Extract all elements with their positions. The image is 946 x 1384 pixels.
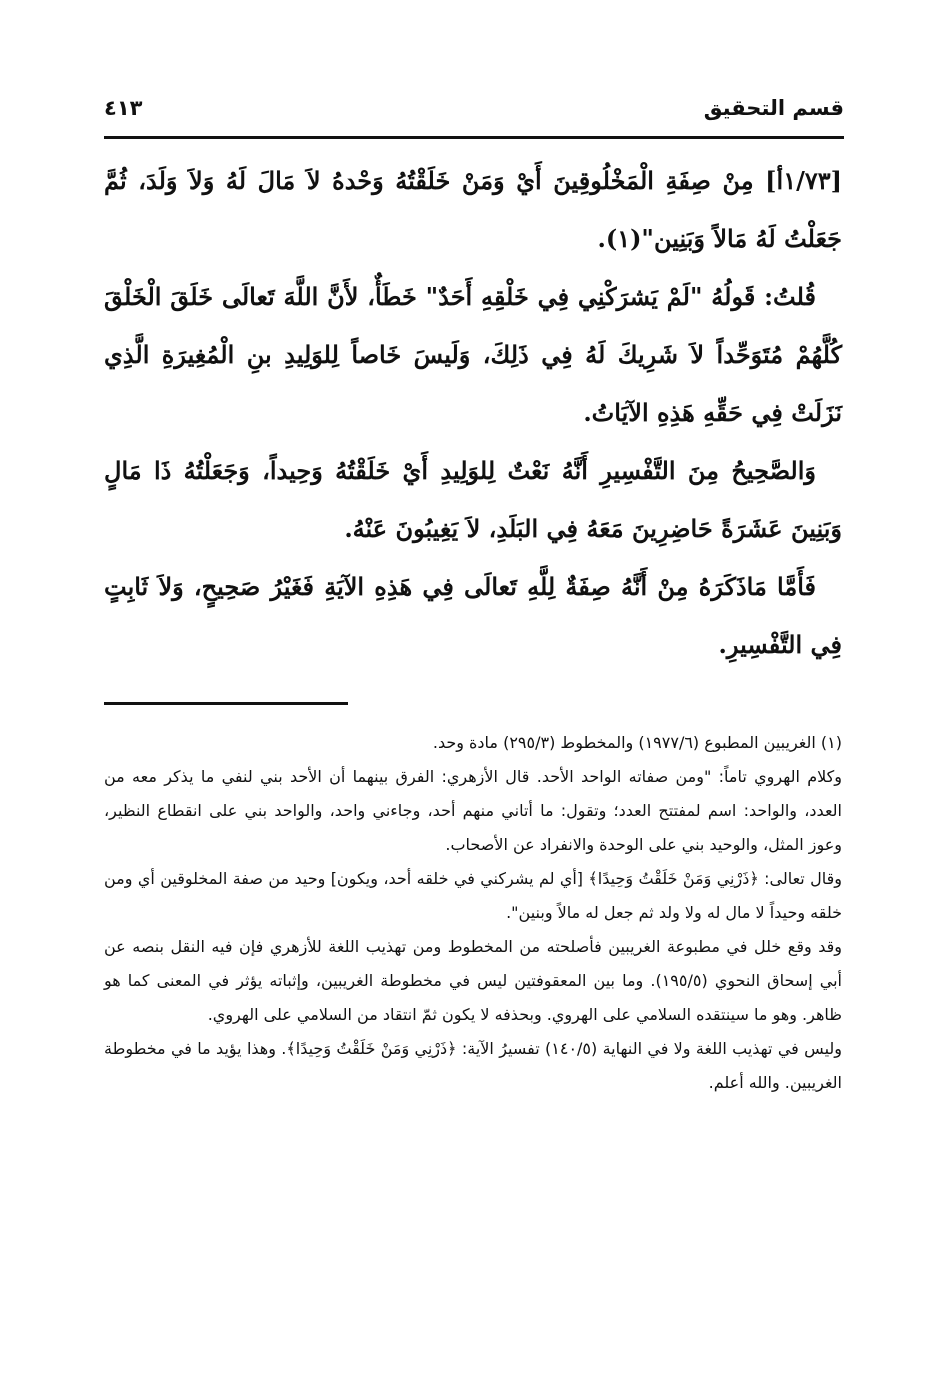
section-title: قسم التحقيق	[703, 96, 844, 120]
page-header	[104, 88, 844, 128]
page-number: ٤١٣	[104, 96, 143, 120]
footnote-paragraph: وكلام الهروي تاماً: "ومن صفاته الواحد الأحد. قال الأزهري: الفرق بينهما أن الأحد بني لنفي ما يذكر معه من العدد، والواحد: اسم لمفتتح العدد؛ وتقول: ما أتاني منهم أحد، وجاءني واحد، والواحد بني على انقطاع النظير، وعوز المثل، والوحيد بني على الوحدة والانفراد عن الأصحاب.	[104, 767, 842, 854]
footnote-paragraph: وقال تعالى: ﴿ذَرْنِي وَمَنْ خَلَقْتُ وَحِيدًا﴾ [أي لم يشركني في خلقه أحد، ويكون] وحيد من صفة المخلوقين أي ومن خلقه وحيداً لا مال له ولا ولد ثم جعل له مالاً وبنين".	[104, 869, 842, 922]
footnote-paragraph: وليس في تهذيب اللغة ولا في النهاية (١٤٠/٥) تفسيرُ الآية: ﴿ذَرْنِي وَمَنْ خَلَقْتُ وَحِيدًا﴾. وهذا يؤيد ما في مخطوطة الغريبين. والله أعلم.	[104, 1039, 842, 1092]
body-paragraph: وَالصَّحِيحُ مِنَ التَّفْسِيرِ أَنَّهُ نَعْتٌ لِلوَلِيدِ أَيْ خَلَقْتُهُ وَحِيداً، وَجَعَلْتُهُ ذَا مَالٍ وَبَنِينَ عَشَرَةً حَاضِرِينَ مَعَهُ فِي البَلَدِ، لاَ يَغِيبُونَ عَنْهُ.	[104, 456, 842, 543]
main-text	[104, 152, 842, 674]
footnote-1: (١) الغريبين المطبوع (١٩٧٧/٦) والمخطوط (٢٩٥/٣) مادة وحد.	[432, 733, 842, 752]
footnote-divider	[104, 702, 348, 705]
footnotes	[104, 726, 842, 1100]
header-divider	[104, 136, 844, 139]
body-paragraph: فَأَمَّا مَاذَكَرَهُ مِنْ أَنَّهُ صِفَةٌ لِلَّهِ تَعالَى فِي هَذِهِ الآيَةِ فَغَيْرُ صَحِيحٍ، وَلاَ ثَابِتٍ فِي التَّفْسِيرِ.	[104, 572, 842, 659]
footnote-paragraph: وقد وقع خلل في مطبوعة الغريبين فأصلحته من المخطوط ومن تهذيب اللغة للأزهري فإن فيه النقل بنصه عن أبي إسحاق النحوي (١٩٥/٥). وما بين المعقوفتين ليس في مخطوطة الغريبين، وإثباته يؤثر في المعنى كما هو ظاهر. وهو ما سينتقده السلامي على الهروي. وبحذفه لا يكون ثمّ انتقاد من السلامي على الهروي.	[104, 937, 842, 1024]
body-paragraph: قُلتُ: قَولُهُ "لَمْ يَشرَكْنِي فِي خَلْقِهِ أَحَدٌ" خَطَأٌ، لأَنَّ اللَّهَ تَعالَى خَلَقَ الْخَلْقَ كُلَّهُمْ مُتَوَحِّداً لاَ شَرِيكَ لَهُ فِي ذَلِكَ، وَلَيسَ خَاصاً لِلوَلِيدِ بنِ الْمُغِيرَةِ الَّذِي نَزَلَتْ فِي حَقِّهِ هَذِهِ الآيَاتُ.	[104, 282, 842, 427]
body-paragraph: [١/٧٣أ] مِنْ صِفَةِ الْمَخْلُوقِينَ أَيْ وَمَنْ خَلَقْتُهُ وَحْدهُ لاَ مَالَ لَهُ وَلاَ وَلَدَ، ثُمَّ جَعَلْتُ لَهُ مَالاً وَبَنِين"(١).	[104, 166, 842, 253]
